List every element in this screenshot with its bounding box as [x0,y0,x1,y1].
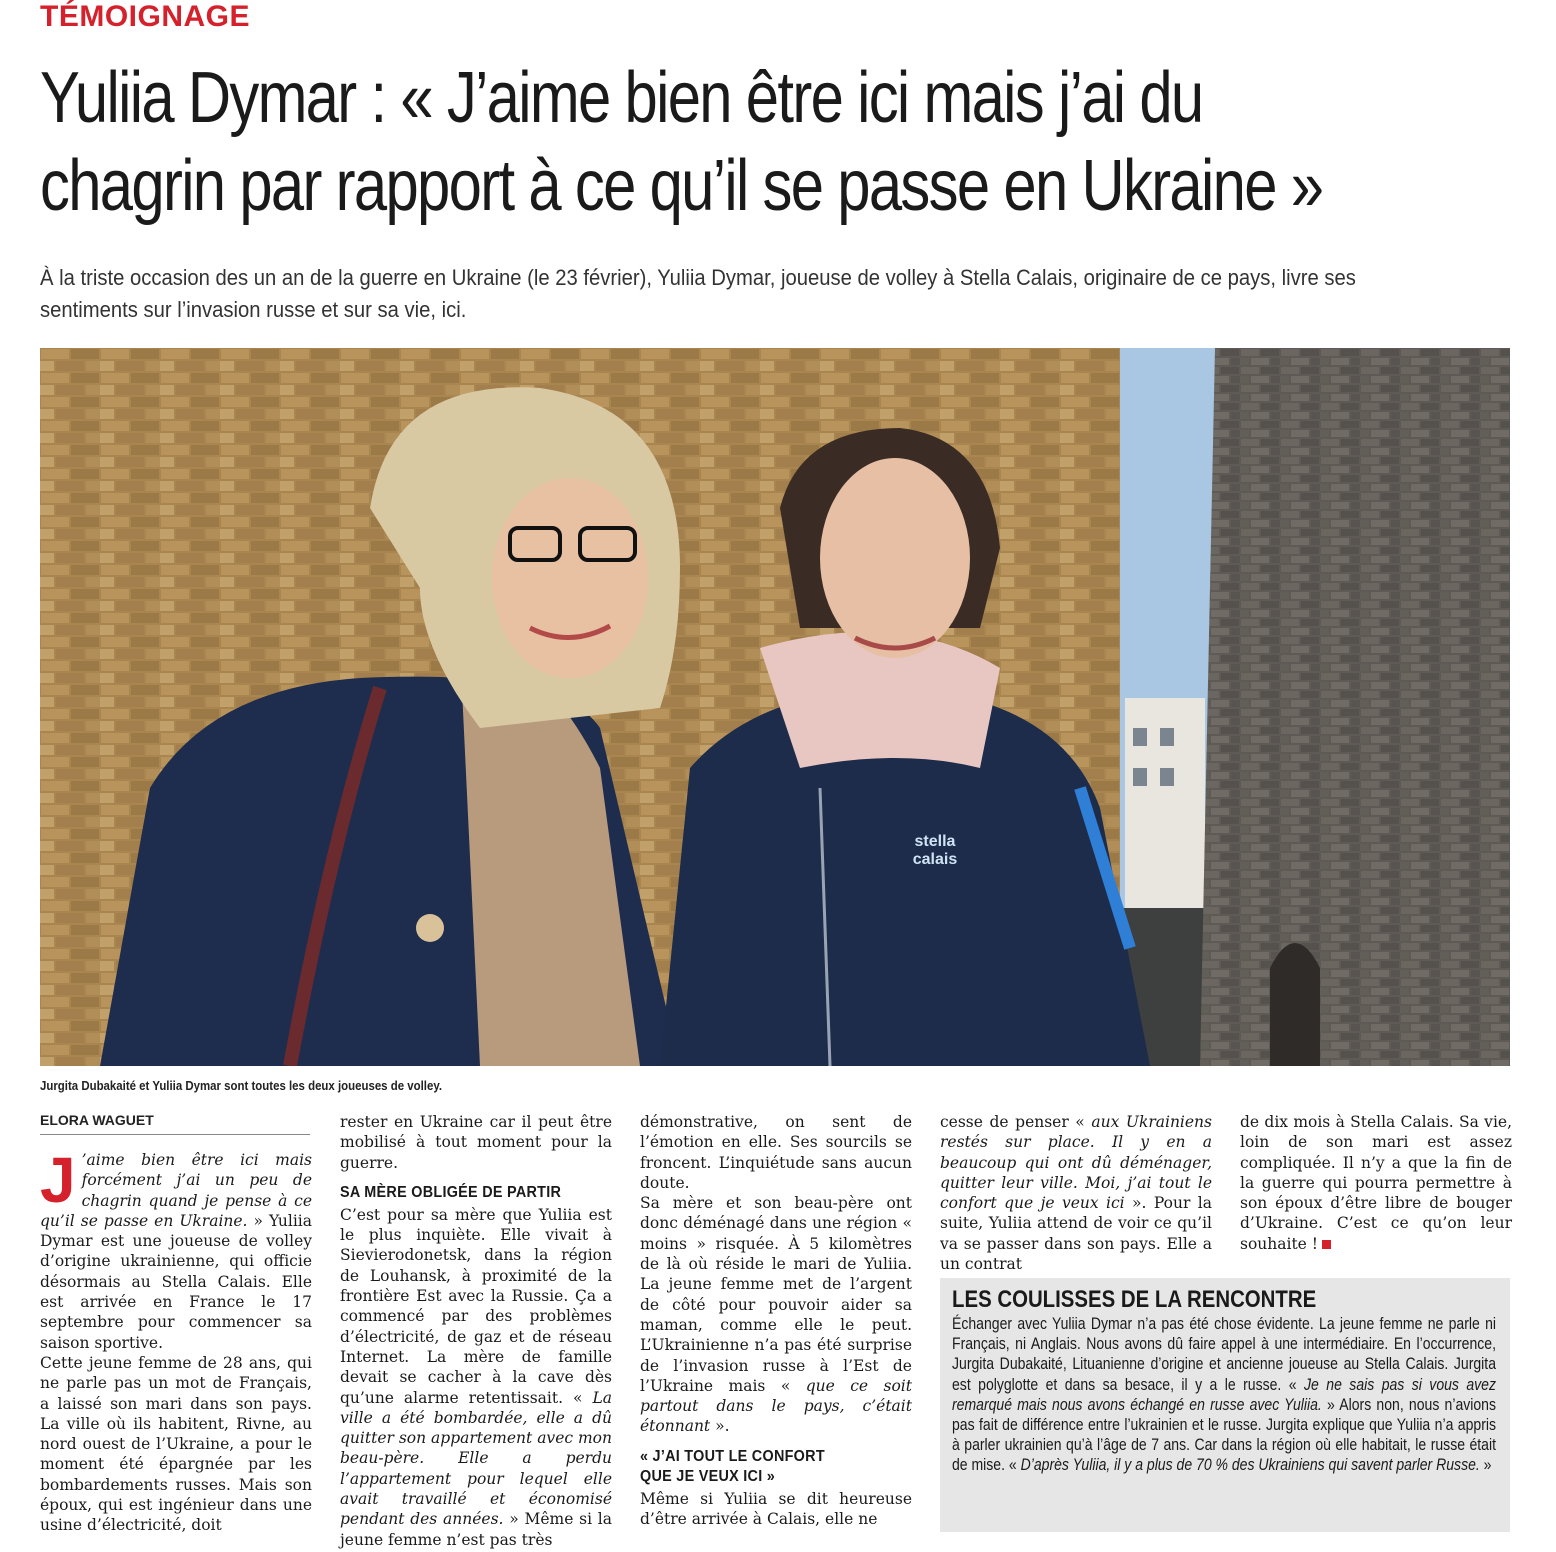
article-column-5 [1240,1112,1512,1254]
end-of-article-icon [1322,1240,1331,1249]
paragraph: démonstrative, on sent de l’émotion en elle. Ses sourcils se froncent. L’inquiétude sans aucun doute. [640,1113,912,1192]
quote-italic: ’aime bien être ici mais forcément j’ai un peu de chagrin quand je pense à ce qu’il se passe en Ukraine. [40,1151,312,1230]
subheading-line-2: QUE JE VEUX ICI » [640,1467,776,1485]
subheading [640,1447,885,1487]
body-text: C’est pour sa mère que Yuliia est le plus inquiète. Elle vivait à Sievierodonetsk, dans la région de Louhansk, à proximité de la frontière Est avec la Russie. Ça a commencé par des problèmes d’électricité, de gaz et de réseau Internet. La mère de famille devait se cacher à la cave dès qu’une alarme retentissait. « [340,1205,612,1407]
standfirst-line-2: sentiments sur l’invasion russe et sur sa vie, ici. [40,297,467,322]
jacket-logo-text-1: stella [914,833,956,850]
paragraph [640,1193,912,1437]
quote-italic: aux Ukrainiens restés sur place. Il y en a beaucoup qui ont dû déménager, quitter leur ville. Moi, j’ai tout le confort que je veux ici [940,1113,1212,1213]
standfirst [40,262,1521,326]
standfirst-line-1: À la triste occasion des un an de la guerre en Ukraine (le 23 février), Yuliia Dymar, joueuse de volley à Stella Calais, originaire de ce pays, livre ses [40,265,1356,290]
byline: ELORA WAGUET [40,1112,310,1135]
body-text: de dix mois à Stella Calais. Sa vie, loin de son mari est assez compliquée. Il n’y a que la fin de la guerre qui pourra permettre à son époux d’être libre de bouger d’Ukraine. C’est ce qu’on leur souhaite ! [1240,1113,1512,1253]
box-title: LES COULISSES DE LA RENCONTRE [952,1286,1317,1313]
article-column-4 [940,1112,1212,1274]
paragraph [940,1112,1212,1274]
article-column-3 [640,1112,912,1529]
quote-italic: que ce soit partout dans le pays, c’était étonnant [640,1376,912,1436]
woman-left-face [492,478,648,678]
body-text: » [1479,1456,1492,1475]
paragraph [340,1205,612,1550]
paragraph: rester en Ukraine car il peut être mobilisé à tout moment pour la guerre. [340,1113,612,1172]
body-text: Sa mère et son beau-père ont donc déménagé dans une région « moins » risquée. À 5 kilomètres de là où réside le mari de Yuliia. La jeune femme met de l’argent de côté pour pouvoir aider sa maman, comme elle le peut. L’Ukrainienne n’a pas été surprise de l’invasion russe à l’Est de l’Ukraine mais « [640,1194,912,1395]
article-column-1 [40,1144,312,1536]
body-text: » Yuliia Dymar est une joueuse de volley d’origine ukrainienne, qui officie désormais au Stella Calais. Elle est arrivée en France le 17 septembre pour commencer sa saison sportive. [40,1211,312,1352]
headline-line-1: Yuliia Dymar : « J’aime bien être ici mais j’ai du [40,58,1203,138]
body-text: cesse de penser « [940,1113,1092,1131]
paragraph [1240,1112,1512,1254]
section-kicker: TÉMOIGNAGE [40,0,251,33]
body-text: » Même si la jeune femme n’est pas très [340,1510,612,1549]
jacket-logo-text-2: calais [912,851,958,868]
quote-italic: Je ne sais pas si vous avez remarqué mais nous avons échangé en russe avec Yuliia. [952,1375,1496,1414]
body-text: ». Pour la suite, Yuliia attend de voir ce qu’il va se passer dans son pays. Elle a un contrat [940,1194,1212,1274]
body-text: Échanger avec Yuliia Dymar n’a pas été chose évidente. La jeune femme ne parle ni Français, ni Anglais. Nous avons dû faire appel à une intermédiaire. En l’occurrence, Jurgita Dubakaité, Lituanienne d’origine et ancienne joueuse au Stella Calais. Jurgita est polyglotte et dans sa besace, il y a le russe. « [952,1315,1496,1394]
paragraph [40,1144,312,1353]
article-column-2 [340,1112,612,1550]
paragraph: Cette jeune femme de 28 ans, qui ne parle pas un mot de Français, a laissé son mari dans son pays. La ville où ils habitent, Rivne, au nord ouest de l’Ukraine, a pour le moment été épargnée par les bombardements russes. Mais son époux, qui est ingénieur dans une usine d’électricité, doit [40,1353,312,1535]
subheading-line-1: « J’AI TOUT LE CONFORT [640,1447,825,1465]
article-photo [40,348,1510,1066]
behind-the-scenes-box [940,1278,1510,1532]
quote-italic: La ville a été bombardée, elle a dû quitter son appartement avec mon beau-père. Elle a perdu l’appartement pour lequel elle avait travaillé et économisé pendant des années. [340,1388,612,1529]
stone-tower [1200,348,1510,1066]
quote-italic: D’après Yuliia, il y a plus de 70 % des Ukrainiens qui savent parler Russe. [1020,1456,1480,1475]
photo-caption: Jurgita Dubakaité et Yuliia Dymar sont toutes les deux joueuses de volley. [40,1078,443,1093]
woman-right-face [820,458,970,658]
dropcap: J [40,1144,76,1216]
subheading: SA MÈRE OBLIGÉE DE PARTIR [340,1183,562,1201]
box-text [952,1314,1496,1476]
photo-illustration [40,348,1510,1066]
paragraph: Même si Yuliia se dit heureuse d’être arrivée à Calais, elle ne [640,1489,912,1529]
body-text: » Alors non, nous n’avions pas fait de différence entre l’ukrainien et le russe. Jurgita explique que Yuliia n’a appris à parler ukrainien qu’à l’âge de 7 ans. Car dans la région où elle habitait, le russe était de mise. « [952,1395,1496,1475]
headline-line-2: chagrin par rapport à ce qu’il se passe en Ukraine » [40,146,1323,226]
body-text: ». [710,1417,730,1436]
headline [40,54,1517,230]
